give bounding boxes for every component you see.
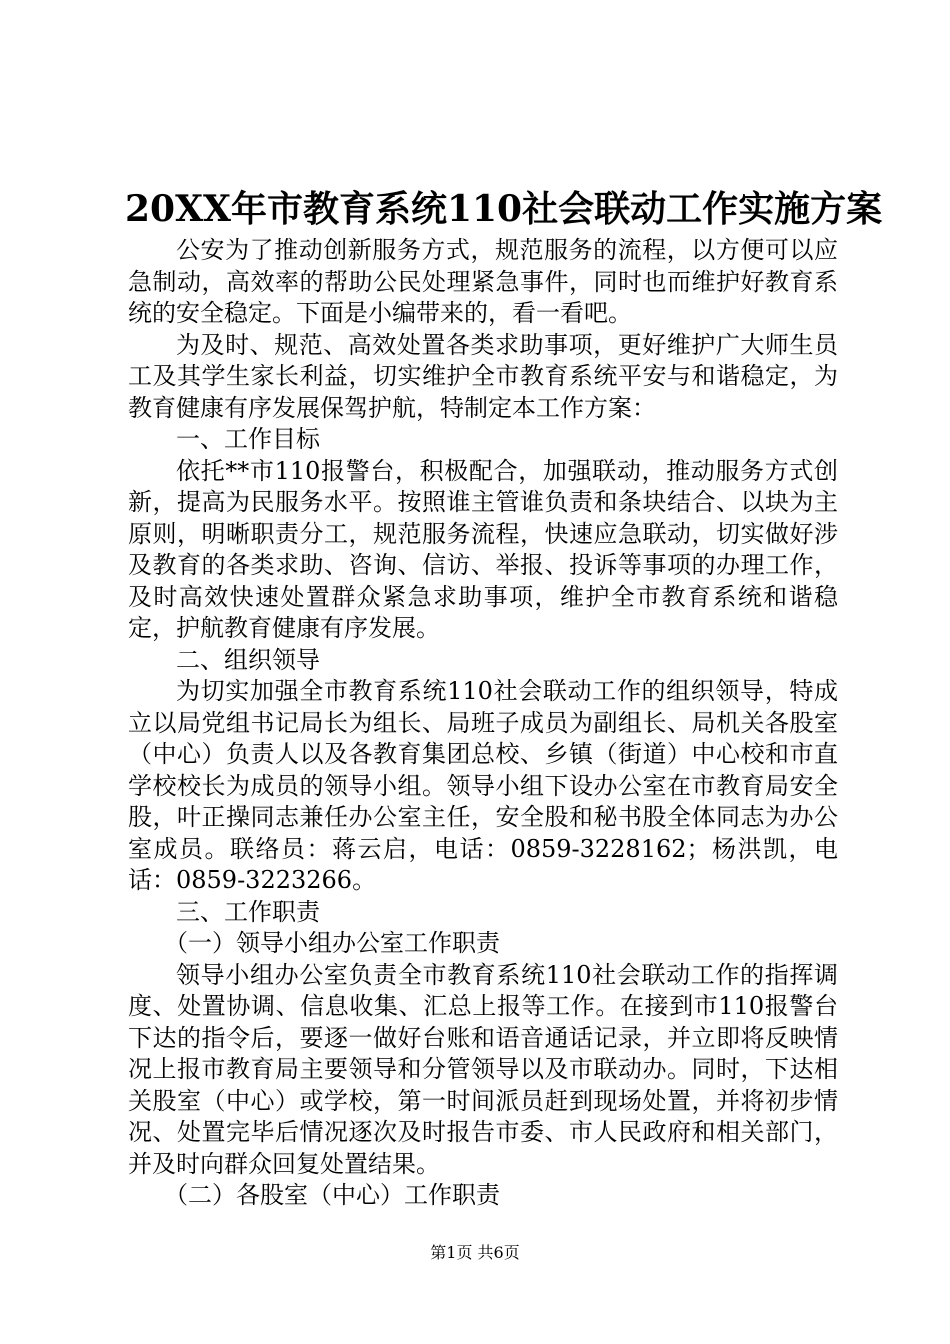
intro-paragraph: 公安为了推动创新服务方式，规范服务的流程，以方便可以应急制动，高效率的帮助公民处理紧急事件，同时也而维护好教育系统的安全稳定。下面是小编带来的，看一看吧。	[128, 236, 838, 327]
page-number-footer: 第1页 共6页	[430, 1243, 520, 1262]
purpose-paragraph: 为及时、规范、高效处置各类求助事项，更好维护广大师生员工及其学生家长利益，切实维护全市教育系统平安与和谐稳定，为教育健康有序发展保驾护航，特制定本工作方案：	[128, 330, 838, 422]
office-duties-paragraph: 领导小组办公室负责全市教育系统110社会联动工作的指挥调度、处置协调、信息收集、汇总上报等工作。在接到市110报警台下达的指令后，要逐一做好台账和语音通话记录，并立即将反映情况上报市教育局主要领导和分管领导以及市联动办。同时，下达相关股室（中心）或学校，第一时间派员赶到现场处置，并将初步情况、处置完毕后情况逐次及时报告市委、市人民政府和相关部门，并及时向群众回复处置结果。	[128, 960, 838, 1178]
document-body	[128, 235, 838, 1212]
section-heading-leadership: 二、组织领导	[176, 645, 320, 674]
subsection-heading-office-duties: （一）领导小组办公室工作职责	[164, 929, 500, 957]
document-title: 20XX年市教育系统110社会联动工作实施方案	[125, 188, 883, 230]
section-heading-goals: 一、工作目标	[176, 425, 320, 453]
subsection-heading-department-duties: （二）各股室（中心）工作职责	[164, 1181, 500, 1209]
leadership-paragraph: 为切实加强全市教育系统110社会联动工作的组织领导，特成立以局党组书记局长为组长、局班子成员为副组长、局机关各股室（中心）负责人以及各教育集团总校、乡镇（街道）中心校和市直学校校长为成员的领导小组。领导小组下设办公室在市教育局安全股，叶正操同志兼任办公室主任，安全股和秘书股全体同志为办公室成员。联络员：蒋云启，电话：0859-3228162；杨洪凯，电话：0859-3223266。	[128, 677, 838, 894]
section-heading-duties: 三、工作职责	[176, 897, 320, 926]
goals-paragraph: 依托**市110报警台，积极配合，加强联动，推动服务方式创新，提高为民服务水平。按照谁主管谁负责和条块结合、以块为主原则，明晰职责分工，规范服务流程，快速应急联动，切实做好涉及教育的各类求助、咨询、信访、举报、投诉等事项的办理工作，及时高效快速处置群众紧急求助事项，维护全市教育系统和谐稳定，护航教育健康有序发展。	[128, 456, 838, 642]
